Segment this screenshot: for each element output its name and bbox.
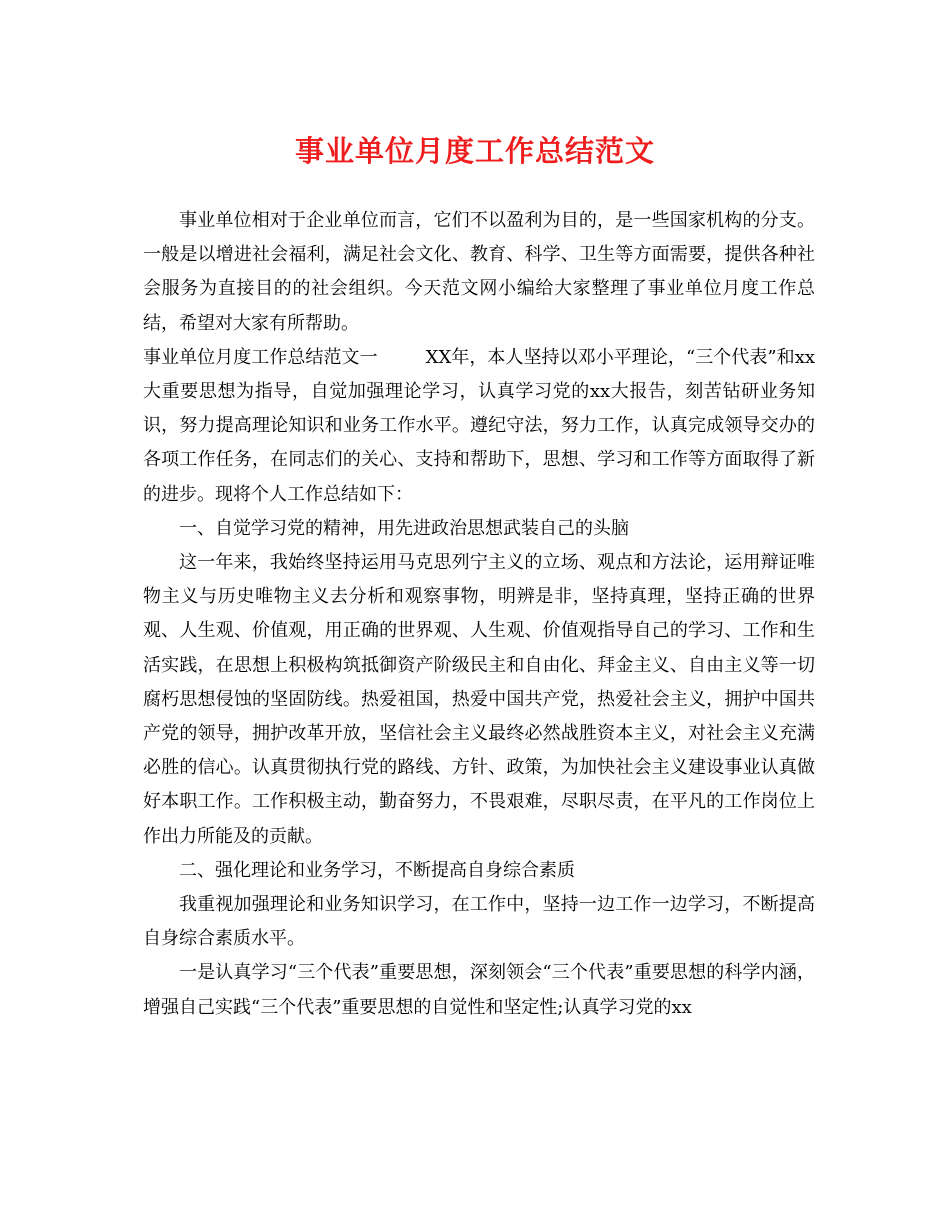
document-body <box>143 204 815 1025</box>
document-title: 事业单位月度工作总结范文 <box>294 134 655 168</box>
heading-2: 二、强化理论和业务学习，不断提高自身综合素质 <box>179 859 575 881</box>
paragraph-3: 一是认真学习“三个代表”重要思想，深刻领会“三个代表”重要思想的科学内涵，增强自己实践“三个代表”重要思想的自觉性和坚定性;认真学习党的xx <box>143 962 815 1018</box>
intro-paragraph: 事业单位相对于企业单位而言，它们不以盈利为目的，是一些国家机构的分支。一般是以增进社会福利，满足社会文化、教育、科学、卫生等方面需要，提供各种社会服务为直接目的的社会组织。今天范文网小编给大家整理了事业单位月度工作总结，希望对大家有所帮助。 <box>143 210 815 334</box>
section-opening: XX年，本人坚持以邓小平理论，“三个代表”和xx大重要思想为指导，自觉加强理论学习，认真学习党的xx大报告，刻苦钻研业务知识，努力提高理论知识和业务工作水平。遵纪守法，努力工作，认真完成领导交办的各项工作任务，在同志们的关心、支持和帮助下，思想、学习和工作等方面取得了新的进步。现将个人工作总结如下： <box>143 346 815 505</box>
section-paragraph <box>143 341 815 512</box>
heading-1: 一、自觉学习党的精神，用先进政治思想武装自己的头脑 <box>179 517 629 539</box>
paragraph-2: 我重视加强理论和业务知识学习，在工作中，坚持一边工作一边学习，不断提高自身综合素质水平。 <box>143 894 815 950</box>
paragraph-1: 这一年来，我始终坚持运用马克思列宁主义的立场、观点和方法论，运用辩证唯物主义与历史唯物主义去分析和观察事物，明辨是非，坚持真理，坚持正确的世界观、人生观、价值观，用正确的世界观、人生观、价值观指导自己的学习、工作和生活实践，在思想上积极构筑抵御资产阶级民主和自由化、拜金主义、自由主义等一切腐朽思想侵蚀的坚固防线。热爱祖国，热爱中国共产党，热爱社会主义，拥护中国共产党的领导，拥护改革开放，坚信社会主义最终必然战胜资本主义，对社会主义充满必胜的信心。认真贯彻执行党的路线、方针、政策，为加快社会主义建设事业认真做好本职工作。工作积极主动，勤奋努力，不畏艰难，尽职尽责，在平凡的工作岗位上作出力所能及的贡献。 <box>143 552 815 847</box>
section-label: 事业单位月度工作总结范文一 <box>143 346 378 368</box>
